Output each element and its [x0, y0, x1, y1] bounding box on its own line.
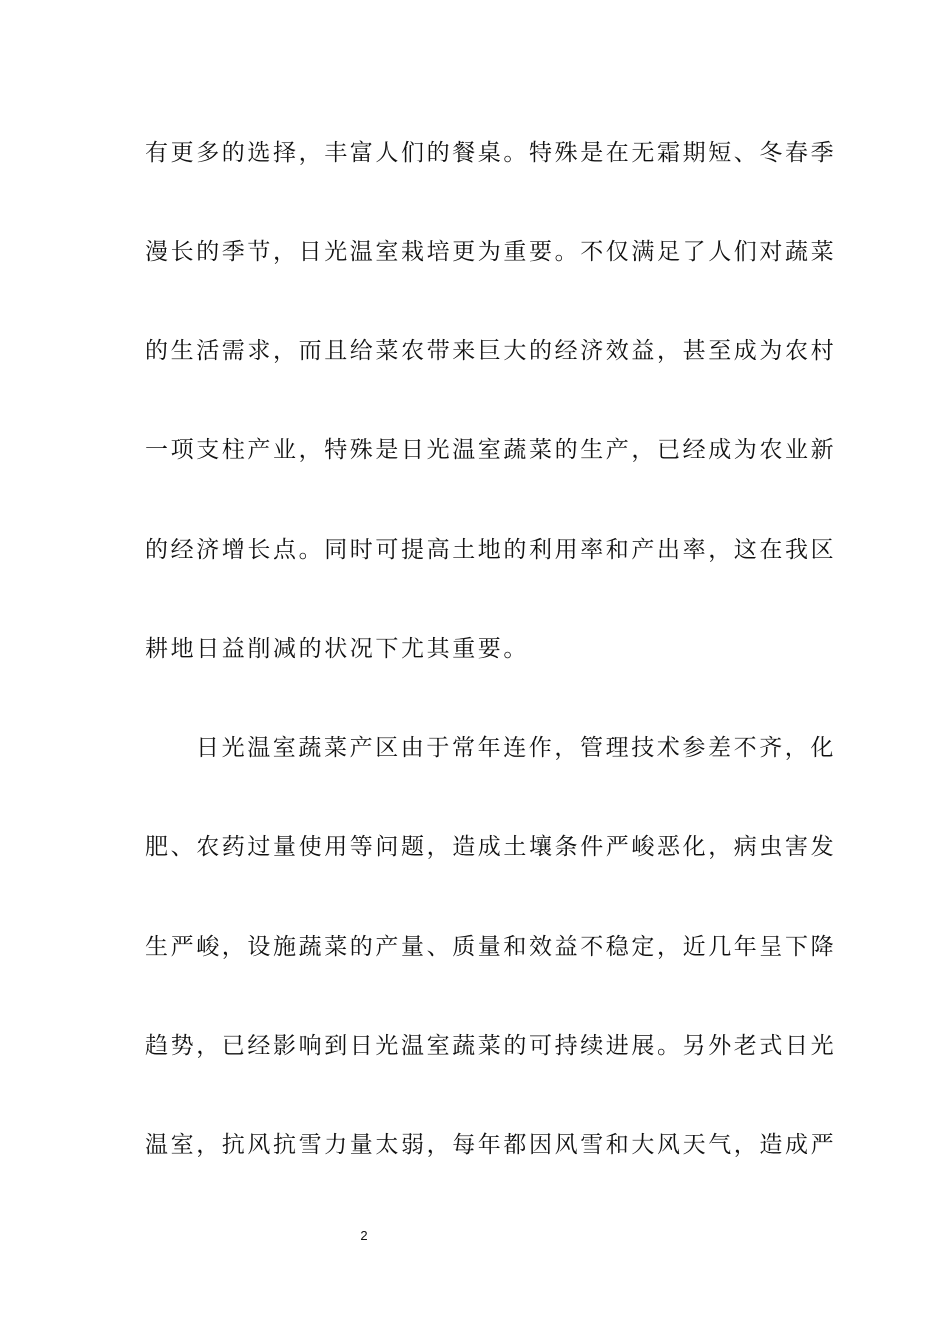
- text-line: 趋势，已经影响到日光温室蔬菜的可持续进展。另外老式日光: [145, 1033, 837, 1059]
- text-line: 日光温室蔬菜产区由于常年连作，管理技术参差不齐，化: [196, 735, 836, 761]
- text-line: 漫长的季节，日光温室栽培更为重要。不仅满足了人们对蔬菜: [145, 239, 837, 265]
- text-line: 的生活需求，而且给菜农带来巨大的经济效益，甚至成为农村: [145, 338, 837, 364]
- text-line: 一项支柱产业，特殊是日光温室蔬菜的生产，已经成为农业新: [145, 437, 837, 463]
- text-line: 耕地日益削减的状况下尤其重要。: [145, 636, 529, 662]
- text-line: 的经济增长点。同时可提高土地的利用率和产出率，这在我区: [145, 537, 837, 563]
- page-number: 2: [360, 1228, 368, 1243]
- text-line: 生严峻，设施蔬菜的产量、质量和效益不稳定，近几年呈下降: [145, 934, 837, 960]
- text-line: 有更多的选择，丰富人们的餐桌。特殊是在无霜期短、冬春季: [145, 140, 837, 166]
- text-line: 温室，抗风抗雪力量太弱，每年都因风雪和大风天气，造成严: [145, 1132, 837, 1158]
- text-line: 肥、农药过量使用等问题，造成土壤条件严峻恶化，病虫害发: [145, 834, 837, 860]
